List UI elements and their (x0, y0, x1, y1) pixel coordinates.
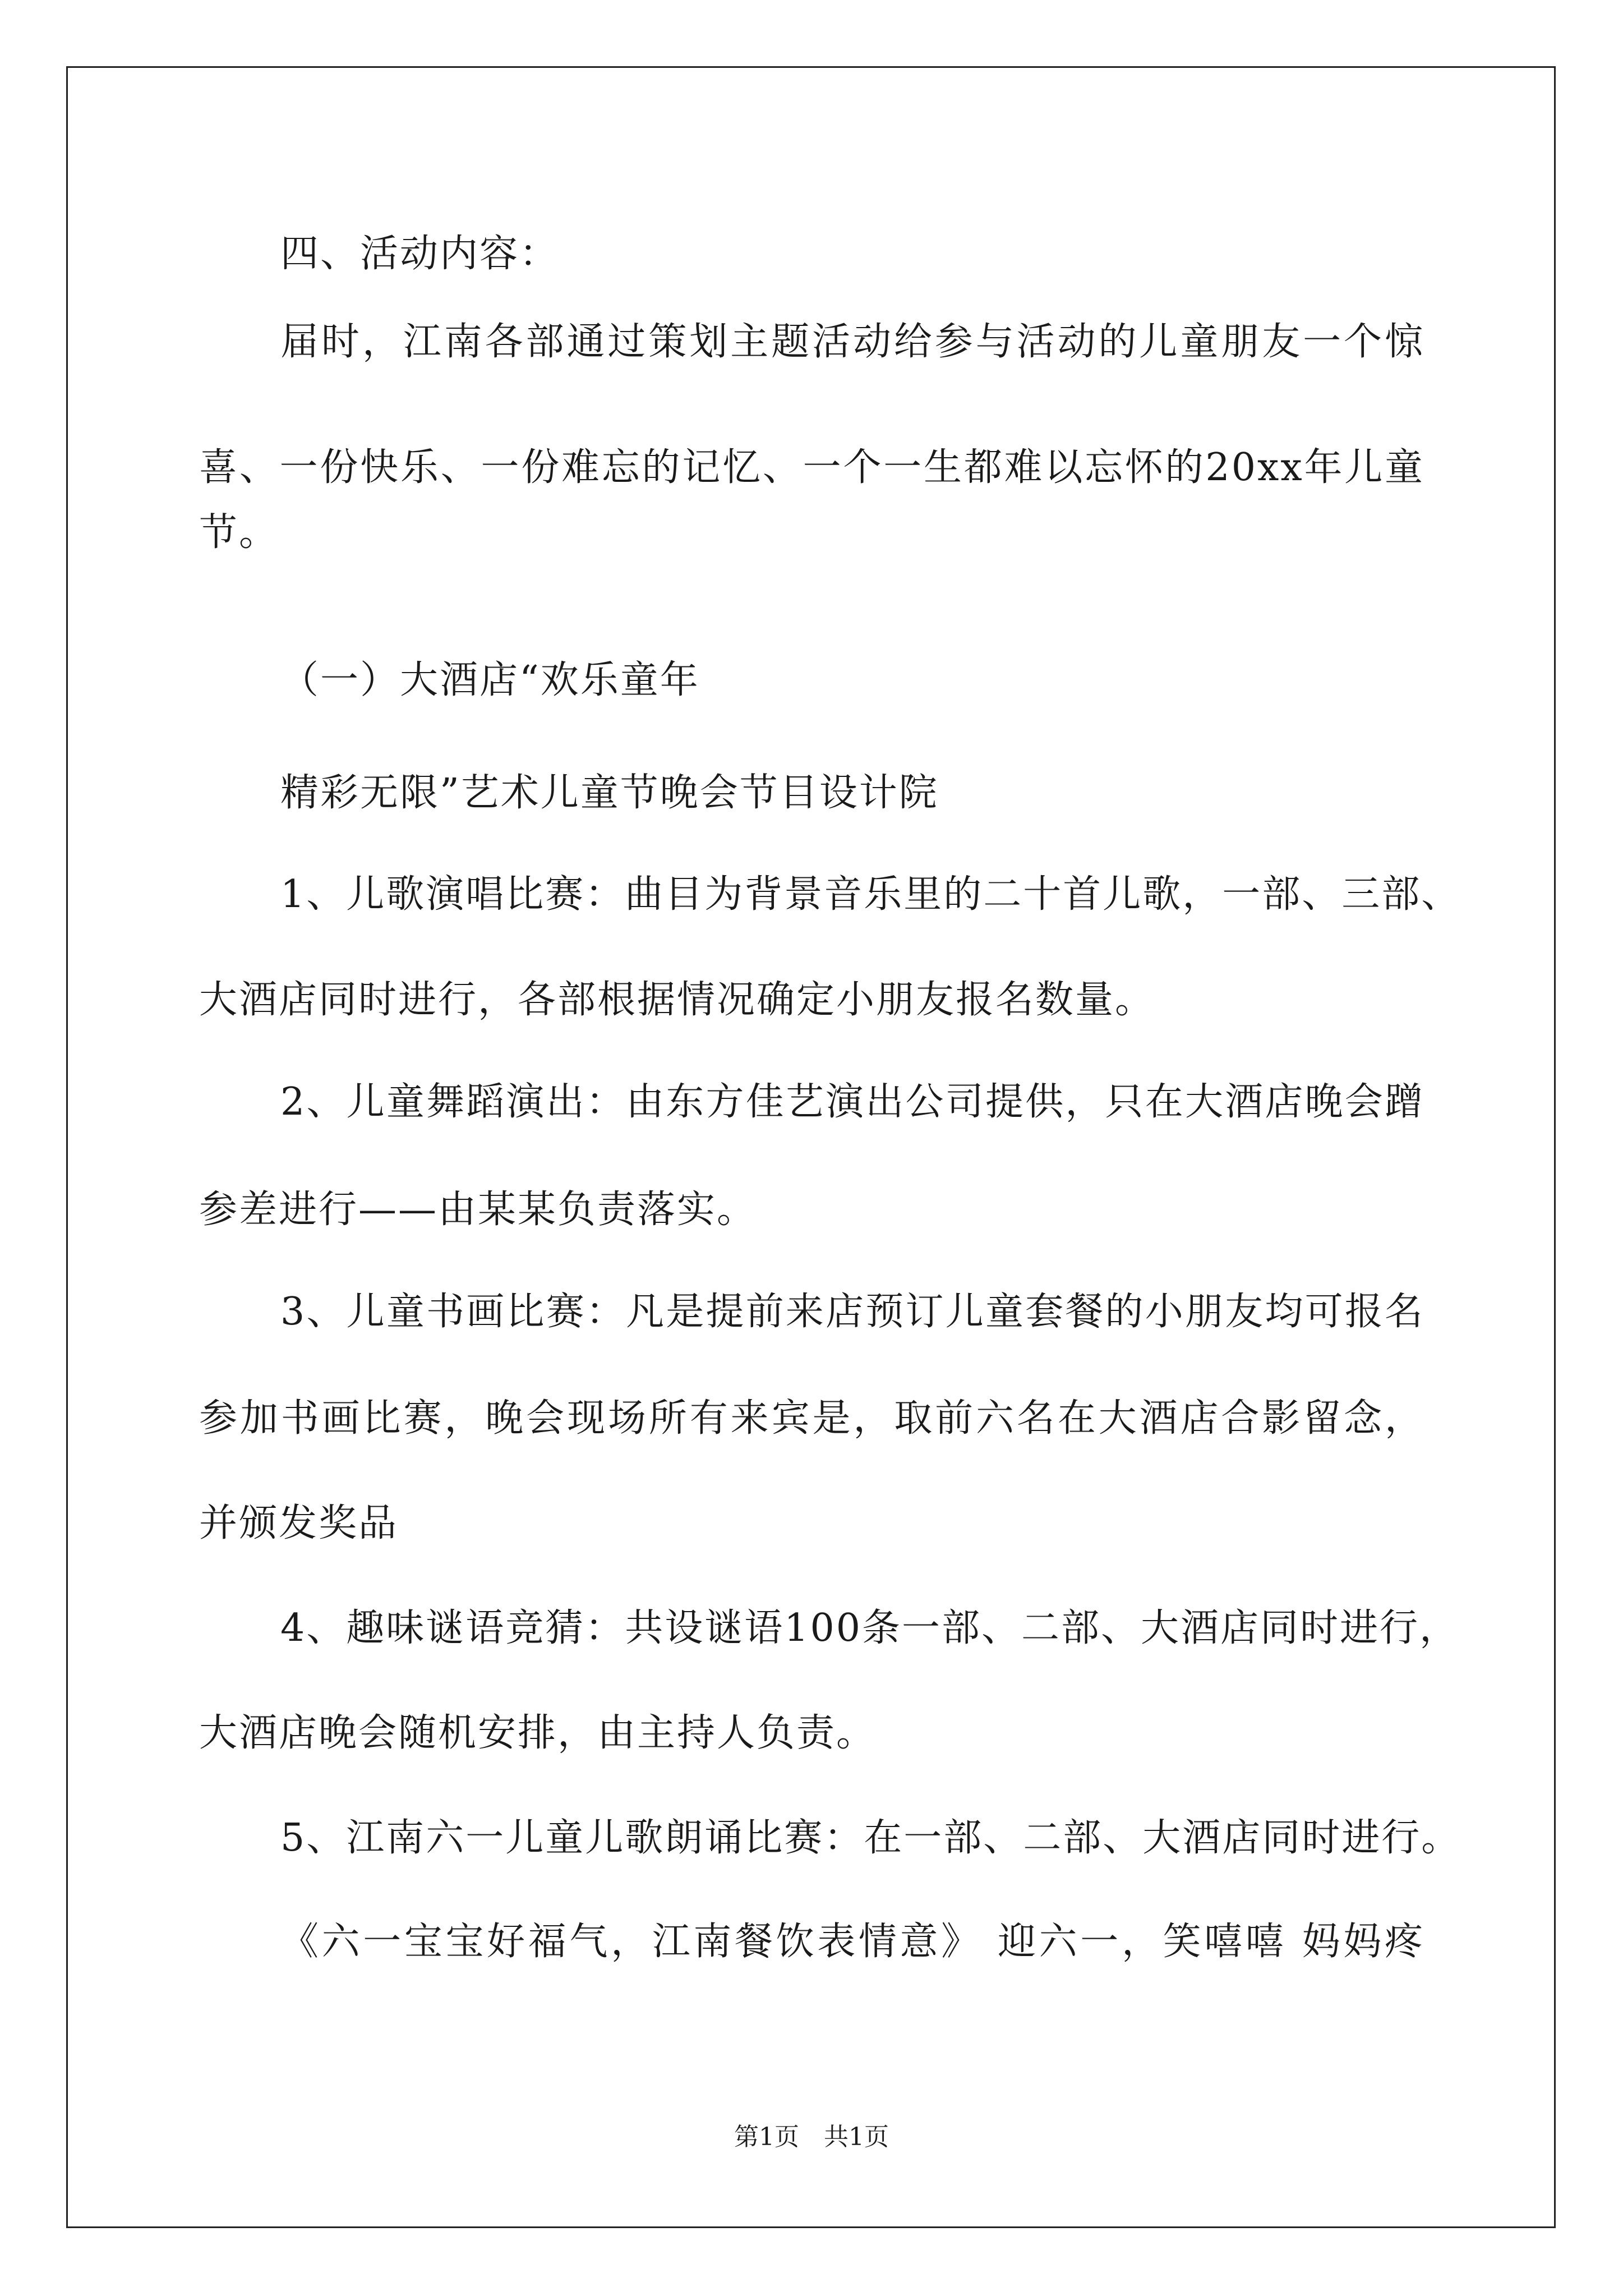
list-item-line: 4、趣味谜语竞猜：共设谜语100条一部、二部、大酒店同时进行， (280, 1606, 1460, 1650)
page-border (66, 66, 1556, 2228)
list-item-line: 参差进行——由某某负责落实。 (199, 1188, 757, 1232)
paragraph-line: 节。 (199, 510, 279, 555)
list-item-line: 大酒店同时进行，各部根据情况确定小朋友报名数量。 (199, 978, 1155, 1022)
subsection-title: （一）大酒店“欢乐童年 (280, 658, 700, 702)
list-item-line: 2、儿童舞蹈演出：由东方佳艺演出公司提供，只在大酒店晚会蹭 (280, 1080, 1424, 1124)
paragraph-line: 喜、一份快乐、一份难忘的记忆、一个一生都难以忘怀的20xx年儿童 (199, 445, 1424, 490)
poem-line: 《六一宝宝好福气，江南餐饮表情意》 迎六一，笑嘻嘻 妈妈疼 (280, 1920, 1424, 1964)
list-item-line: 3、儿童书画比赛：凡是提前来店预订儿童套餐的小朋友均可报名 (280, 1290, 1424, 1334)
page-number-footer: 第1页 共1页 (734, 2123, 889, 2151)
list-item-line: 并颁发奖品 (199, 1501, 399, 1545)
section-heading: 四、活动内容： (280, 232, 560, 276)
paragraph-line: 届时，江南各部通过策划主题活动给参与活动的儿童朋友一个惊 (280, 320, 1424, 364)
list-item-line: 参加书画比赛，晚会现场所有来宾是，取前六名在大酒店合影留念， (199, 1396, 1424, 1441)
subsection-title: 精彩无限”艺术儿童节晚会节目设计院 (280, 771, 939, 815)
list-item-line: 1、儿歌演唱比赛：曲目为背景音乐里的二十首儿歌，一部、三部、 (280, 872, 1461, 917)
list-item-line: 大酒店晚会随机安排，由主持人负责。 (199, 1711, 877, 1755)
list-item-line: 5、江南六一儿童儿歌朗诵比赛：在一部、二部、大酒店同时进行。 (280, 1816, 1461, 1860)
